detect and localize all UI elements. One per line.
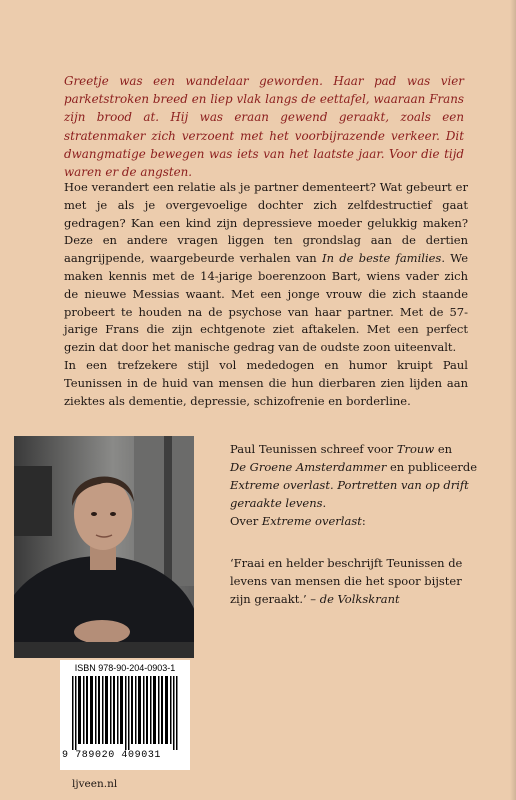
edge-shadow <box>510 0 516 800</box>
review-source: de Volkskrant <box>319 592 400 606</box>
description-paragraph-1 <box>64 179 468 357</box>
bio-text: . <box>322 496 327 510</box>
press-review <box>230 554 480 608</box>
bio-text: en <box>434 442 453 456</box>
publication-name: Trouw <box>396 442 435 456</box>
barcode-label <box>60 660 190 770</box>
author-bio <box>230 440 480 512</box>
description-text: . We maken kennis met de 14-jarige boerenzoon Bart, wiens vader zich de nieuwe Messias waant. Met een jonge vrouw die zich staande probeert te houden na de psychose van haar partner. Met de 57-jarige Frans die zijn echtgenote ziet aftakelen. Met een perfect gezin dat door het manische gedrag van de oudste zoon uiteenvalt. <box>64 251 468 355</box>
review-quote: ‘Fraai en helder beschrijft Teunissen de levens van mensen die het spoor bijster zijn geraakt.’ – <box>230 556 463 606</box>
ean-number: 9 789020 409031 <box>62 750 162 761</box>
publication-name: De Groene Amsterdammer <box>230 460 387 474</box>
author-photo <box>14 436 194 658</box>
book-title-inline: In de beste families <box>322 251 442 266</box>
excerpt-quote: Greetje was een wandelaar geworden. Haar pad was vier parketstroken breed en liep vlak langs de eettafel, waaraan Frans zijn brood at. Hij was eraan gewend geraakt, zoals een stratenmaker zich verzoent met het voorbijrazende verkeer. Dit dwangmatige bewegen was iets van het laatste jaar. Voor die tijd waren er de angsten. <box>64 74 464 180</box>
author-portrait-image <box>14 436 194 658</box>
book-description <box>64 179 468 410</box>
bio-text: Paul Teunissen schreef voor <box>230 442 397 456</box>
publisher-website: ljveen.nl <box>72 778 118 790</box>
previous-book-title: Extreme overlast <box>261 514 362 528</box>
description-paragraph-2: In een trefzekere stijl vol mededogen en humor kruipt Paul Teunissen in de huid van mensen die hun dierbaren zien lijden aan ziektes als dementie, depressie, schizofrenie en borderline. <box>64 357 468 408</box>
previous-book-heading <box>230 512 480 530</box>
isbn-number: ISBN 978-90-204-0903-1 <box>74 663 176 673</box>
previous-book-title: Extreme overlast. Portretten van op drift geraakte levens <box>230 478 469 510</box>
barcode-image <box>72 676 180 750</box>
heading-text: Over <box>230 514 262 528</box>
heading-text: : <box>361 514 366 528</box>
bio-text: en publiceerde <box>386 460 478 474</box>
description-text: Hoe verandert een relatie als je partner dementeert? Wat gebeurt er met je als je overgevoelige dochter zich zelfdestructief gaat gedragen? Kan een kind zijn depressieve moeder gelukkig maken? Deze en andere vragen liggen ten grondslag aan de dertien aangrijpende, waargebeurde verhalen van <box>64 180 468 266</box>
